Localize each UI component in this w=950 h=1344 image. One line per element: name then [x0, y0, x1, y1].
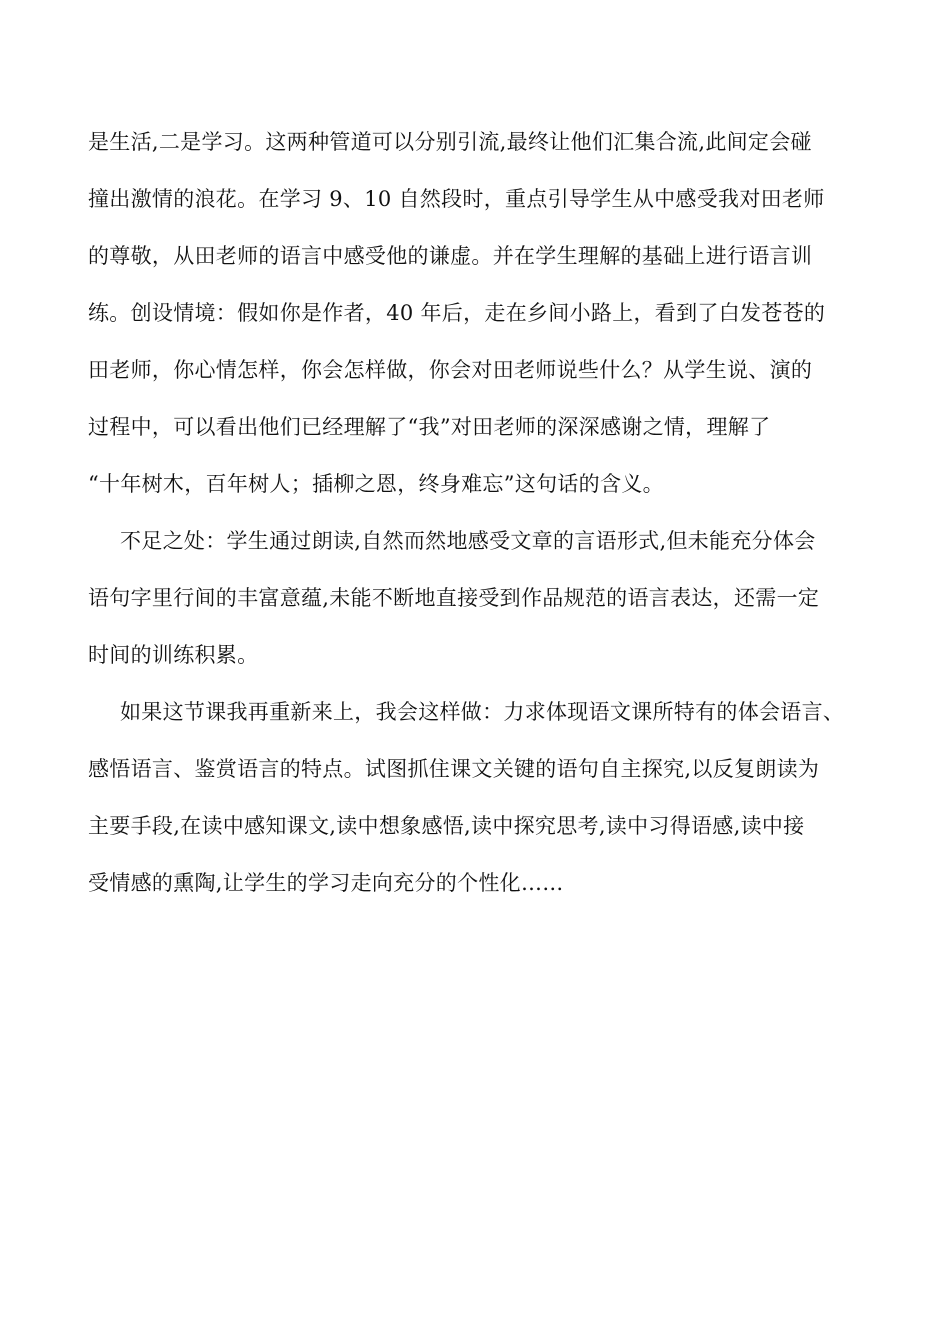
text-line: 练。创设情境：假如你是作者，40 年后，走在乡间小路上，看到了白发苍苍的 [88, 301, 826, 325]
paragraph-first-line: 如果这节课我再重新来上，我会这样做：力求体现语文课所特有的体会语言、 [120, 700, 845, 724]
text-line: 主要手段,在读中感知课文,读中想象感悟,读中探究思考,读中习得语感,读中接 [88, 814, 805, 838]
text-line: 撞出激情的浪花。在学习 9、10 自然段时，重点引导学生从中感受我对田老师 [88, 187, 825, 211]
text-line: “十年树木，百年树人；插柳之恩，终身难忘”这句话的含义。 [88, 472, 664, 496]
text-line: 时间的训练积累。 [88, 643, 259, 667]
text-line: 的尊敬，从田老师的语言中感受他的谦虚。并在学生理解的基础上进行语言训 [88, 244, 813, 268]
text-line: 受情感的熏陶,让学生的学习走向充分的个性化…… [88, 871, 564, 895]
text-line: 田老师，你心情怎样，你会怎样做，你会对田老师说些什么？从学生说、演的 [88, 358, 813, 382]
text-line: 过程中，可以看出他们已经理解了“我”对田老师的深深感谢之情，理解了 [88, 415, 771, 439]
text-line: 感悟语言、鉴赏语言的特点。试图抓住课文关键的语句自主探究,以反复朗读为 [88, 757, 820, 781]
paragraph-first-line: 不足之处：学生通过朗读,自然而然地感受文章的言语形式,但未能充分体会 [120, 529, 816, 553]
text-line: 是生活,二是学习。这两种管道可以分别引流,最终让他们汇集合流,此间定会碰 [88, 130, 812, 154]
text-line: 语句字里行间的丰富意蕴,未能不断地直接受到作品规范的语言表达，还需一定 [88, 586, 820, 610]
